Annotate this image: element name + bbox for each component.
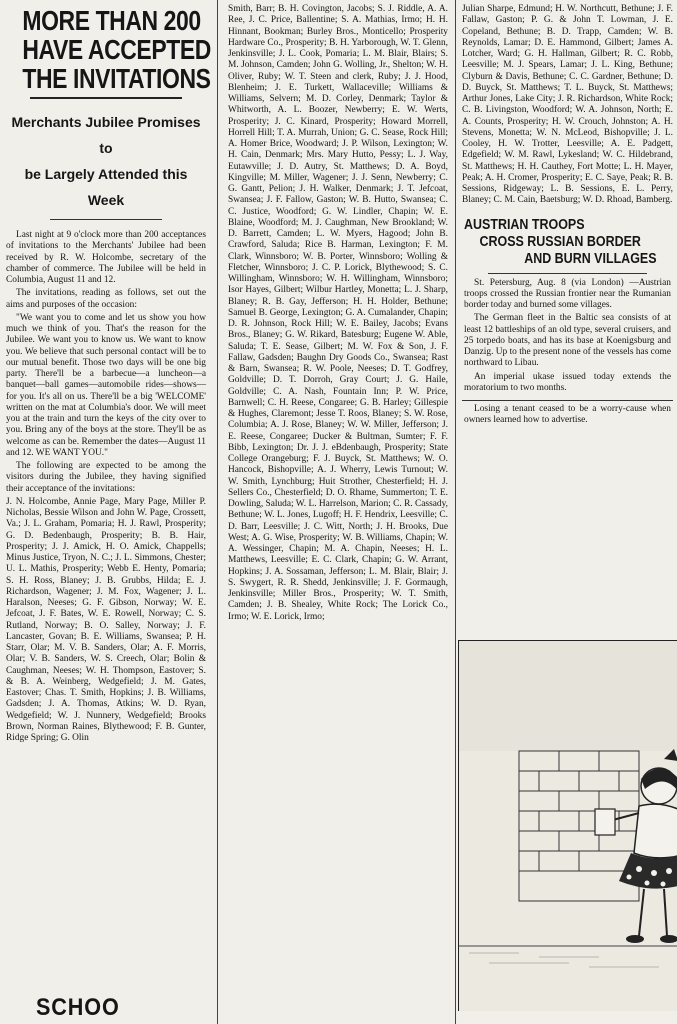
wall-area (459, 641, 677, 751)
deck-divider (50, 219, 162, 220)
school-girl-illustration-icon (458, 640, 677, 1011)
austrian-headline-line: CROSS RUSSIAN BORDER (479, 233, 641, 250)
main-headline-line: HAVE ACCEPTED (22, 34, 211, 65)
austrian-headline-line: AUSTRIAN TROOPS (464, 216, 585, 233)
column-1 (0, 0, 212, 1024)
article-paragraph: "We want you to come and let us show you how much we think of you. That's the reason for the Jubilee. We want you to know us. We want to know you. We believe that such personal contact will be to our mutual benefit. Those two days will be one big party. There'll be a barbecue—a luncheon—a banquet—ball games—automobile rides—shows—for you. It's all on us. There'll be a big 'WELCOME' written on the mat at Columbia's door. We will meet you at the train and turn the keys of the city over to you. Bring any of the boys at the store. They'll be as welcome as can be. Remember the dates—August 11 and 12. WE WANT YOU." (6, 312, 206, 458)
article-paragraph: St. Petersburg, Aug. 8 (via London) —Austrian troops crossed the Russian frontier near the Rumanian border today and burned some villages. (464, 277, 671, 310)
article-paragraph: The following are expected to be among the visitors during the Jubilee, they having signified their acceptance of the invitations: (6, 461, 206, 494)
visitor-list-end: Julian Sharpe, Edmund; H. W. Northcutt, Bethune; J. F. Fallaw, Gaston; P. G. & John T. Lowman, J. E. Copeland, Bethune; B. D. Trapp, Camden; W. B. Reynolds, Lamar; D. E. Hammond, Gilbert; James A. Lotcher, Ward; G. H. Hallman, Gilbert; R. C. Robb, Leesville; M. J. Spears, Lamar; J. L. King, Bethune; Clyburn & Davis, Bethune; C. C. Gardner, Bethune; D. D. Buyck, St. Matthews; T. L. Buyck, St. Matthews; Arthur Jones, Lake City; J. R. Richardson, White Rock; C. B. Livingston, Woodford; W. A. Johnson, North; E. A. Counts, Prosperity; H. W. Crouch, Johnston; A. H. Stevens, Monetta; W. N. McLeod, Bishopville; J. L. Cooley, H. W. Trotter, Leesville; A. E. Padgett, Edgefield; W. M. Rawl, Lykesland; W. C. Hildebrand, St. Matthews; H. H. Cauthey, Fort Motte; L. H. Mayer, Peak; A. H. Cromer, Prosperity; E. C. Saye, Peak; R. B. Sessions, Ridgeway; L. B. Sessions, E. L. Perry, Blaney; C. M. Cain, Baetsburg; W. D. Rhoad, Bamberg. (462, 4, 673, 206)
austrian-article-body (458, 278, 677, 395)
girl-figure (595, 749, 677, 943)
headline-divider (30, 97, 182, 99)
deck-line: Merchants Jubilee Promises to (11, 114, 201, 156)
article-paragraph: The invitations, reading as follows, set out the aims and purposes of the occasion: (6, 288, 206, 310)
deck-line: be Largely Attended this (24, 166, 188, 182)
column-rule (217, 0, 218, 1024)
main-deck (4, 109, 208, 213)
visitor-list-continued: Smith, Barr; B. H. Covington, Jacobs; S. J. Riddle, A. A. Ree, J. C. Price, Ballentine; S. A. Mathias, Irmo; H. H. Hinnant, Bookman; Burley Bros., Monticello; Prosperity Hardware Co., Prosperity; B. H. Yarborough, W. T. Glenn, Jenkinsville; J. L. Cook, Pomaria; L. M. Blair, Blairs; S. M. Johnson, Camden; John G. Wolling, Jr., Shelton; W. H. Oliver, Ruby; W. T. Steen and clerk, Ruby; J. J. Hood, Blenheim; J. E. Turkett, Wallaceville; Williams & Williams, Selvern; M. D. Corley, Denmark; Taylor & Whitworth, A. L. Boozer, Newberry; E. W. Werts, Prosperity; J. C. Kinard, Prosperity; Howard Morrell, Horrell Hill; T. A. Murrah, Union; G. C. Sease, Rock Hill; A. Homer Brice, Woodward; J. P. Wilson, Lexington; W. H. Cain, Denmark; Mrs. Mary Hutto, Pessy; L. J. Way, Eutawville; J. D. Autry, St. Matthews; D. A. Boyd, Kingville; M. Miller, Wagener; J. J. Senn, Newberry; C. G. Gantt, Pelion; J. H. Walker, Denmark; J. T. Jefcoat, Swansea; J. F. Fallow, Gaston; W. B. Hutto, Swansea; C. C. Justice, Woodford; G. W. Lindler, Chapin; W. E. Blaine, Woodford; M. J. Caughman, New Brookland; W. D. Barrett, Camden; L. W. Myers, Hagood; John B. Crawford, Saluda; Rice B. Harman, Lexington; F. M. Clark, Winnsboro; W. B. Porter, Winnsboro; Wolling & Fletcher, Winnsboro; J. C. P. Lorick, Blythewood; S. C. Willingham, Winnsboro; W. H. Willingham, Winnsboro; Isor Hayes, Gilbert; Wilbur Hartley, Monetta; L. J. Sharp, Blaney; R. B. Gay, Jefferson; H. H. Holder, Bethune; Samuel B. George, Lexington; G. A. Cumalander, Chapin; D. R. Johnson, Rock Hill; W. E. Bailey, Jacobs; Evans Bros., Blaney; G. W. Rikard, Batesburg; Eugene W. Able, Saluda; T. E. Sease, Gilbert; M. W. Fox & Son, J. F. Fallaw, Gadsden; Baughn Dry Goods Co., Swansea; Rast & Barn, Swansea; R. W. Poole, Neeses; D. T. Godfrey, Goldville; D. T. Dorroh, Gray Court; J. G. Haile, Goldville; C. A. Nash, Fountain Inn; P. W. Price, Barnwell; C. H. Reese, Congaree; G. B. Harley; Gillespie & Hughes, Claremont; Jesse T. Roos, Blaney; S. W. Rose, Columbia; A. J. Rose, Blaney; W. W. Miller, Jefferson; J. E. Reese, Congaree; Ducker & Bultman, Sumter; F. F. Bibb, Lexington; Dr. J. J. eBdenbaugh, Prosperity; State College Orangeburg; F. J. Buyck, St. Matthews; W. O. Hancock, Bishopville; A. J. Wherry, Lewis Turnout; W. W. Smith, Lynchburg; Huit Strother, Chesterfield; H. J. Sellers Co., Chesterfield; D. O. Rhame, Summerton; T. E. Dowling, Saluda; W. L. Harrelson, Marion; C. R. Cassady, Bethune; W. L. Jones, Lugoff; H. F. Hendrix, Leesville; C. D. Barr, Leesville; J. C. Witt, North; J. H. Brooks, Due West; A. G. Wise, Prosperity; W. B. Williams, Chapin; W. A. Wessinger, Chapin; M. A. Chapin, Neeses; H. L. Matthews, Leesville; E. C. Clark, Chapin; G. W. Arrant, Hopkins; J. A. Sossaman, Jefferson; L. M. Blair, Blair; J. S. Swygert, R. R. Shedd, Jenkinsville; J. F. Gormaugh, Jenkinsville; Miller Bros., Prosperity; W. T. Smith, Camden; J. B. Shealey, White Rock; The Lorick Co., Irmo; W. E. Lorick, Irmo; (228, 4, 448, 622)
illustration-caption: SCHOO (36, 994, 120, 1021)
main-headline-line: THE INVITATIONS (22, 63, 211, 94)
ground-hatching (469, 953, 659, 967)
illustration-drawing (459, 641, 677, 1011)
deck-line: Week (87, 192, 125, 208)
article-paragraph: The German fleet in the Baltic sea consists of at least 12 battleships of an old type, several cruisers, and 25 torpedo boats, and has its base at Koenigsburg and Danzig. Up to the present none of the vessels has come northward to Libau. (464, 313, 671, 369)
austrian-headline (464, 216, 657, 268)
visitor-list: J. N. Holcombe, Annie Page, Mary Page, Miller P. Nicholas, Bessie Wilson and John W. Page, Crossett, Va.; J. L. Graham, Pomaria; H. J. Rawl, Prosperity; G. D. Bedenbaugh, Prosperity; B. B. Hair, Prosperity; J. J. Amick, H. O. Amick, Chappells; Minus Justice, Tryon, N. C.; J. L. Simmons, Chester; U. L. Mathis, Prosperity; Webb E. Henty, Pomaria; S. H. Ross, Blaney; J. B. Grubbs, Hilda; E. J. Richardson, Wagener; J. M. Fox, Wagener; J. L. Haralson, Neeses; G. F. Gibson, Norway; W. E. Jefcoat, J. F. Bates, W. E. Rowell, Norway; C. S. Rutland, Norway; B. O. Salley, Norway; J. F. Lancaster, Govan; B. E. Williams, Swansea; P. H. Starr, Olar; M. V. B. Sanders, Olar; A. F. Morris, Olar; V. B. Sanders, W. S. Creech, Olar; Bolin & Caughman, Neeses; W. H. Thompson, Eastover; S. & B. A. Weinberg, Wedgefield; J. M. Gates, Eastover; Chas. T. Smith, Hopkins; J. B. Williams, Gadsden; J. A. Thomas, Atkins; W. D. Ryan, Wedgefield; W. J. Nunnery, Wedgefield; Brooks Brown, Norman Raines, Blythewood; F. B. Gunter, Ridge Spring; G. Olin (6, 496, 206, 743)
filler-note-text: Losing a tenant ceased to be a worry-cause when owners learned how to advertise. (464, 404, 671, 426)
column-rule (455, 0, 456, 1024)
main-headline-line: MORE THAN 200 (22, 5, 201, 36)
article-paragraph: Last night at 9 o'clock more than 200 acceptances of invitations to the Merchants' Jubilee had been received by R. W. Holcombe, secretary of the chamber of commerce. The Jubilee will be held in Columbia, August 11 and 12. (6, 230, 206, 285)
main-article-body (0, 230, 212, 744)
austrian-headline-line: AND BURN VILLAGES (524, 250, 657, 267)
filler-note (458, 404, 677, 427)
austrian-divider (488, 273, 647, 274)
article-paragraph: An imperial ukase issued today extends the moratorium to two months. (464, 371, 671, 393)
main-headline (22, 5, 211, 94)
note-divider (462, 400, 673, 401)
column-2 (224, 0, 452, 1024)
